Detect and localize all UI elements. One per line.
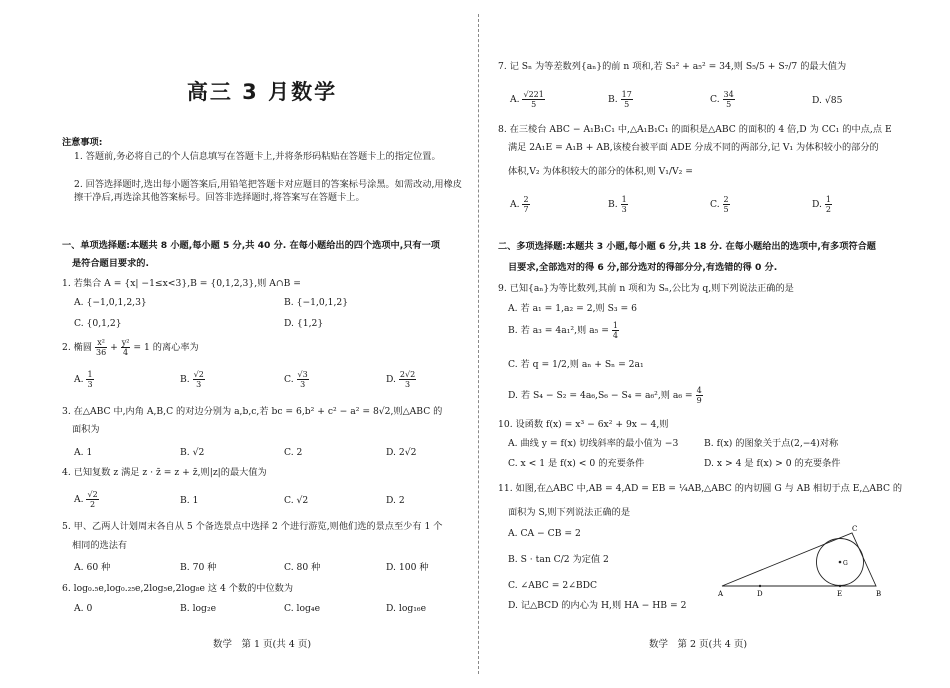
q5-option-d[interactable]: D. 100 种: [386, 562, 429, 573]
page-title: 高三 3 月数学: [186, 80, 338, 104]
page-2-footer: 数学 第 2 页(共 4 页): [648, 639, 748, 650]
label-d: D: [757, 590, 763, 598]
q9-option-d[interactable]: D. 若 S₄ − S₂ = 4a₆,S₆ − S₄ = a₆²,则 a₆ = $\frac{4}{9}$: [508, 386, 702, 405]
triangle-abc: [722, 533, 876, 586]
question-3: 3. 在△ABC 中,内角 A,B,C 的对边分别为 a,b,c,若 bc = 6,b² + c² − a² = 8√2,则△ABC 的: [62, 406, 443, 417]
q1-option-a[interactable]: A. {−1,0,1,2,3}: [74, 297, 147, 308]
q8-option-b[interactable]: B. $\frac{1}{3}$: [608, 195, 627, 214]
q1-option-b[interactable]: B. {−1,0,1,2}: [284, 297, 349, 308]
q1-option-d[interactable]: D. {1,2}: [284, 318, 324, 329]
q5-option-b[interactable]: B. 70 种: [180, 562, 217, 573]
q10-option-b[interactable]: B. f(x) 的图象关于点(2,−4)对称: [704, 438, 839, 449]
q3-option-d[interactable]: D. 2√2: [386, 447, 417, 458]
notice-item-2: 2. 回答选择题时,选出每小题答案后,用铅笔把答题卡对应题目的答案标号涂黑。如需改动,用橡皮擦干净后,再选涂其他答案标号。回答非选择题时,将答案写在答题卡上。: [74, 179, 462, 203]
q4-option-b[interactable]: B. 1: [180, 495, 199, 506]
section-1-heading-cont: 是符合题目要求的.: [72, 258, 149, 269]
q9-option-a[interactable]: A. 若 a₁ = 1,a₂ = 2,则 S₃ = 6: [508, 303, 637, 314]
section-1-heading: 一、单项选择题:本题共 8 小题,每小题 5 分,共 40 分. 在每小题给出的四个选项中,只有一项: [62, 240, 440, 251]
question-11: 11. 如图,在△ABC 中,AB = 4,AD = EB = ¼AB,△ABC 的内切圆 G 与 AB 相切于点 E,△ABC 的: [498, 483, 903, 494]
question-1: 1. 若集合 A = {x| −1≤x<3},B = {0,1,2,3},则 A∩B =: [62, 278, 301, 289]
question-3-cont: 面积为: [72, 424, 100, 435]
q8-option-d[interactable]: D. $\frac{1}{2}$: [812, 195, 831, 214]
notice-heading: 注意事项:: [62, 137, 103, 148]
label-c: C: [852, 525, 858, 533]
center-g-point: [839, 561, 842, 564]
question-5-cont: 相同的选法有: [72, 540, 128, 551]
q9-option-b[interactable]: B. 若 a₃ = 4a₁²,则 a₅ = $\frac{1}{4}$: [508, 321, 618, 340]
section-2-heading-cont: 目要求,全部选对的得 6 分,部分选对的得部分分,有选错的得 0 分.: [508, 262, 778, 273]
q6-option-c[interactable]: C. log₄e: [284, 603, 321, 614]
question-6: 6. log₀.₅e,log₀.₂₅e,2log₅e,2log₈e 这 4 个数的中位数为: [62, 583, 294, 594]
q7-option-b[interactable]: B. $\frac{17}{5}$: [608, 90, 632, 109]
question-8-cont-1: 满足 2A₁E = A₁B + AB,该棱台被平面 ADE 分成不同的两部分,记 V₁ 为体积较小的部分的: [508, 142, 879, 153]
label-e: E: [837, 590, 843, 598]
q10-option-a[interactable]: A. 曲线 y = f(x) 切线斜率的最小值为 −3: [508, 438, 679, 449]
q2-text-post: = 1 的离心率为: [133, 342, 199, 353]
q2-option-a[interactable]: A. $\frac{1}{3}$: [74, 370, 93, 389]
question-5: 5. 甲、乙两人计划周末各自从 5 个备选景点中选择 2 个进行游览,则他们选的景点至少有 1 个: [62, 521, 443, 532]
label-a: A: [718, 590, 724, 598]
q4-option-c[interactable]: C. √2: [284, 495, 309, 506]
q4-option-a[interactable]: A. $\frac{√2}{2}$: [74, 490, 98, 509]
section-2-heading: 二、多项选择题:本题共 3 小题,每小题 6 分,共 18 分. 在每小题给出的选项中,有多项符合题: [498, 241, 876, 252]
q11-option-a[interactable]: A. CA − CB = 2: [508, 528, 581, 539]
q4-option-d[interactable]: D. 2: [386, 495, 405, 506]
question-7: 7. 记 Sₙ 为等差数列{aₙ}的前 n 项和,若 S₃² + a₅² = 34,则 S₅/5 + S₇/7 的最大值为: [498, 61, 847, 72]
question-2: 2. 椭圆 $\frac{\text{x²}}{36}$ + $\frac{\text{y²}}{4}$ = 1 的离心率为: [62, 338, 199, 357]
question-11-cont: 面积为 S,则下列说法正确的是: [508, 507, 631, 518]
q3-option-c[interactable]: C. 2: [284, 447, 303, 458]
q10-option-c[interactable]: C. x < 1 是 f(x) < 0 的充要条件: [508, 458, 645, 469]
q2-frac-x: $\frac{\text{x²}}{36}$: [95, 338, 107, 357]
q11-option-d[interactable]: D. 记△BCD 的内心为 H,则 HA − HB = 2: [508, 600, 687, 611]
page-1: [62, 0, 462, 688]
point-d: [759, 585, 761, 587]
q11-option-c[interactable]: C. ∠ABC = 2∠BDC: [508, 580, 598, 591]
question-4: 4. 已知复数 z 满足 z · z̄ = z + z̄,则|z|的最大值为: [62, 467, 267, 478]
q9-option-c[interactable]: C. 若 q = 1/2,则 aₙ + Sₙ = 2a₁: [508, 359, 644, 370]
q8-option-a[interactable]: A. $\frac{2}{7}$: [510, 195, 529, 214]
q2-option-c[interactable]: C. $\frac{√3}{3}$: [284, 370, 308, 389]
question-8-cont-2: 体积,V₂ 为体积较大的部分的体积,则 V₁/V₂ =: [508, 166, 693, 177]
page-divider: [478, 14, 479, 674]
q8-option-c[interactable]: C. $\frac{2}{5}$: [710, 195, 729, 214]
q6-option-b[interactable]: B. log₂e: [180, 603, 217, 614]
q2-option-d[interactable]: D. $\frac{2√2}{3}$: [386, 370, 416, 389]
question-9: 9. 已知{aₙ}为等比数列,其前 n 项和为 Sₙ,公比为 q,则下列说法正确的是: [498, 283, 794, 294]
q2-text-pre: 2. 椭圆: [62, 342, 93, 353]
q3-option-b[interactable]: B. √2: [180, 447, 205, 458]
q11-option-b[interactable]: B. S · tan C/2 为定值 2: [508, 554, 609, 565]
q7-option-a[interactable]: A. $\frac{√221}{5}$: [510, 90, 544, 109]
label-g: G: [843, 560, 848, 567]
q7-option-c[interactable]: C. $\frac{34}{5}$: [710, 90, 734, 109]
q3-option-a[interactable]: A. 1: [74, 447, 93, 458]
page-2: [498, 0, 903, 688]
page-1-footer: 数学 第 1 页(共 4 页): [212, 639, 312, 650]
q6-option-d[interactable]: D. log₁₆e: [386, 603, 427, 614]
q2-frac-y: $\frac{\text{y²}}{4}$: [121, 338, 130, 357]
q5-option-c[interactable]: C. 80 种: [284, 562, 321, 573]
q2-option-b[interactable]: B. $\frac{√2}{3}$: [180, 370, 204, 389]
notice-item-1: 1. 答题前,务必将自己的个人信息填写在答题卡上,并将条形码粘贴在答题卡上的指定位置。: [74, 151, 441, 162]
label-b: B: [876, 590, 882, 598]
q6-option-a[interactable]: A. 0: [74, 603, 93, 614]
q10-option-d[interactable]: D. x > 4 是 f(x) > 0 的充要条件: [704, 458, 841, 469]
question-8: 8. 在三棱台 ABC − A₁B₁C₁ 中,△A₁B₁C₁ 的面积是△ABC 的面积的 4 倍,D 为 CC₁ 的中点,点 E: [498, 124, 892, 135]
point-e: [839, 585, 841, 587]
q1-option-c[interactable]: C. {0,1,2}: [74, 318, 122, 329]
triangle-incircle-figure: [716, 525, 896, 600]
q5-option-a[interactable]: A. 60 种: [74, 562, 111, 573]
question-10: 10. 设函数 f(x) = x³ − 6x² + 9x − 4,则: [498, 419, 669, 430]
q7-option-d[interactable]: D. √85: [812, 95, 843, 106]
